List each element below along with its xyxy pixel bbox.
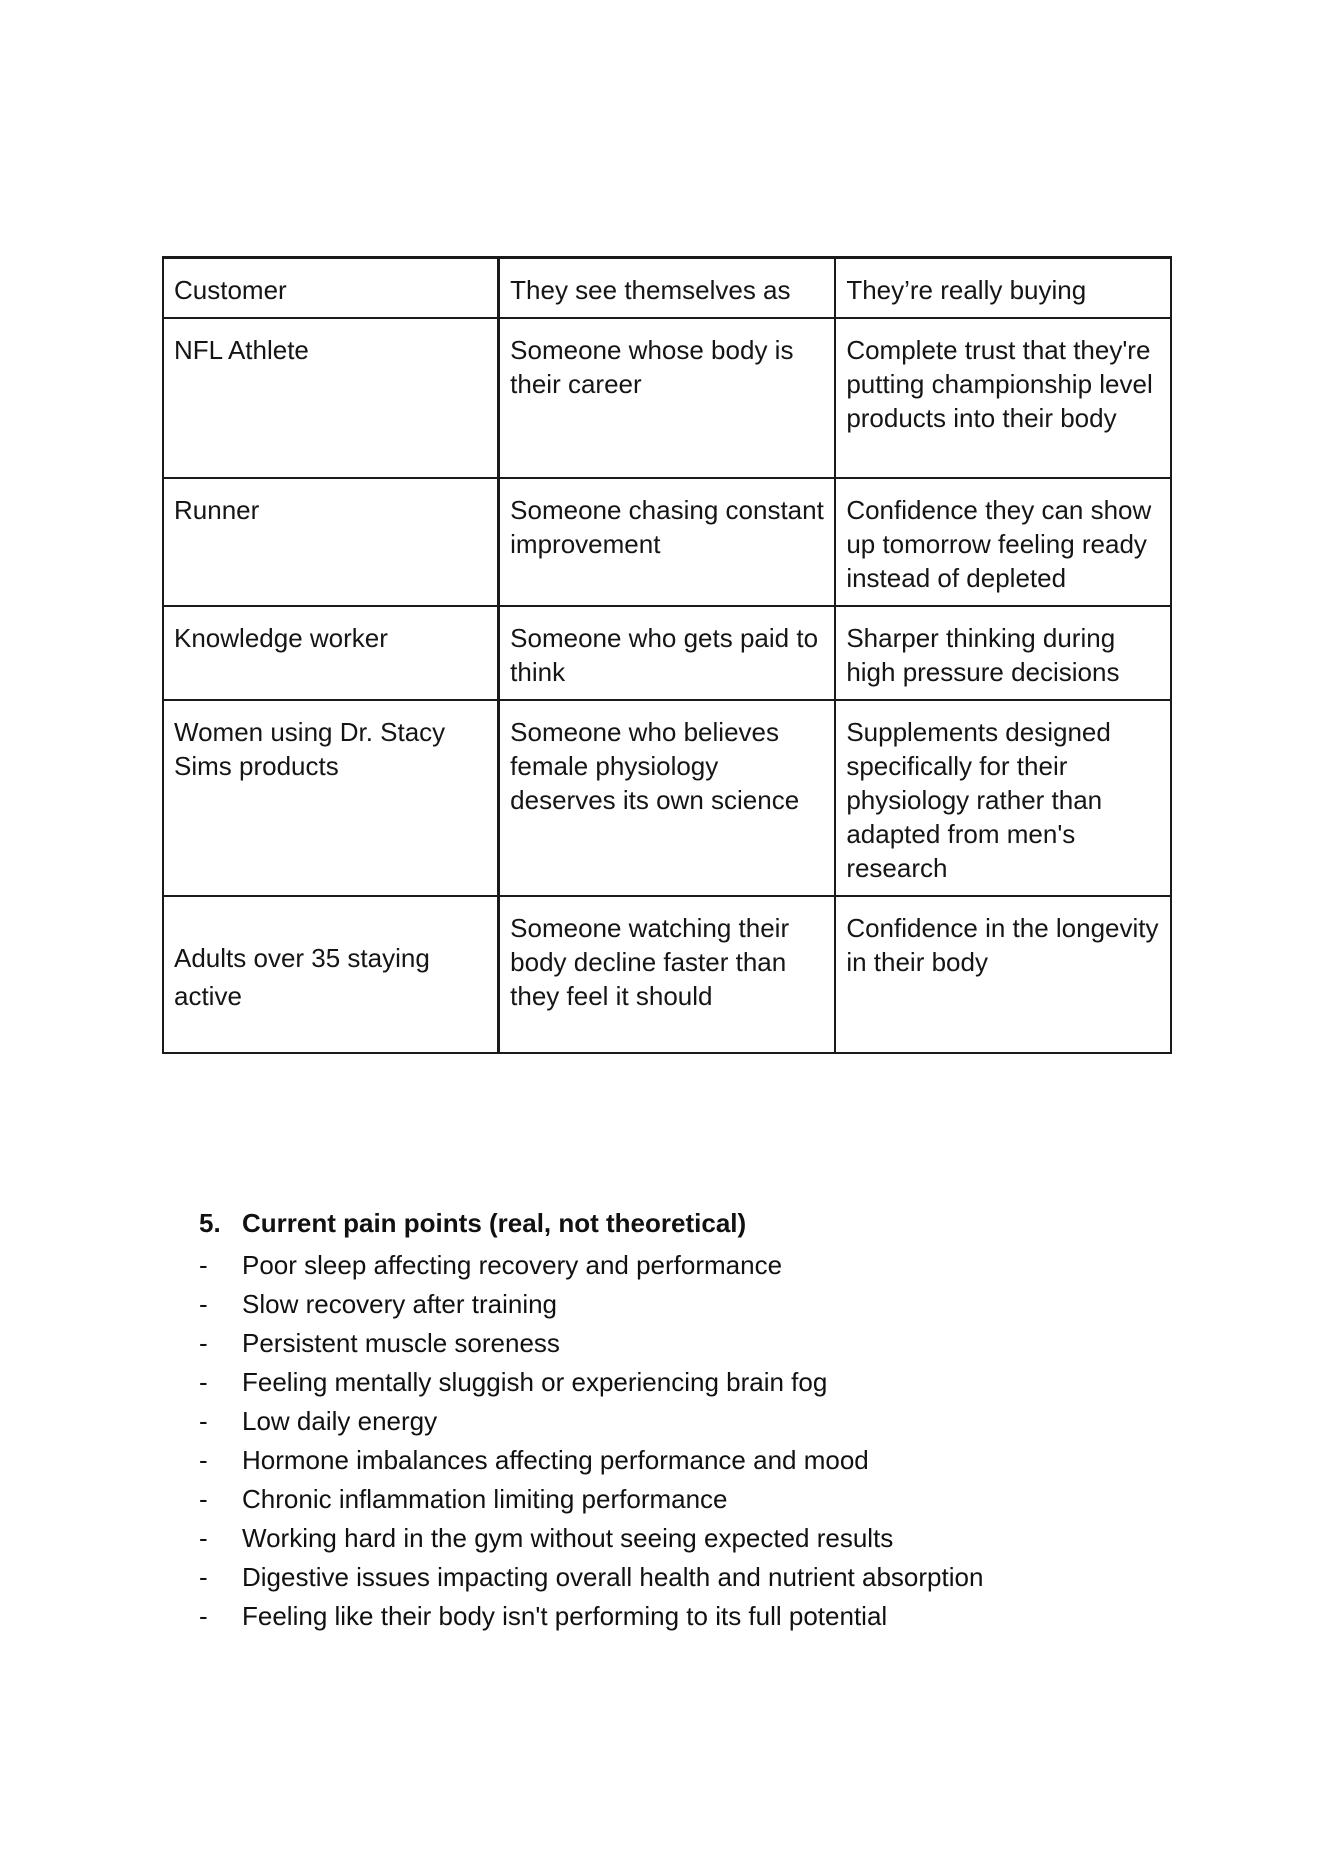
table-cell: Runner (163, 478, 499, 606)
table-cell: Confidence they can show up tomorrow feeling ready instead of depleted (835, 478, 1171, 606)
list-item-text: Digestive issues impacting overall health and nutrient absorption (242, 1562, 984, 1592)
pain-points-section (199, 1208, 1199, 1636)
table-row (163, 478, 1171, 606)
table-row (163, 700, 1171, 896)
section-title: Current pain points (real, not theoretical) (242, 1208, 747, 1238)
table-cell: Someone chasing constant improvement (499, 478, 836, 606)
list-item (199, 1402, 1199, 1441)
table-row (163, 318, 1171, 478)
list-item-text: Poor sleep affecting recovery and performance (242, 1250, 783, 1280)
list-item-text: Slow recovery after training (242, 1289, 558, 1319)
header-self-image: They see themselves as (499, 258, 836, 319)
pain-points-heading (199, 1208, 1199, 1246)
table-cell: Someone who gets paid to think (499, 606, 836, 700)
list-item-text: Working hard in the gym without seeing expected results (242, 1523, 894, 1553)
list-item-text: Feeling like their body isn't performing to its full potential (242, 1601, 888, 1631)
pain-points-list (199, 1246, 1199, 1636)
table-cell: Women using Dr. Stacy Sims products (163, 700, 499, 896)
header-really-buying: They’re really buying (835, 258, 1171, 319)
customer-persona-table (162, 256, 1172, 1054)
table-cell: Sharper thinking during high pressure decisions (835, 606, 1171, 700)
header-customer: Customer (163, 258, 499, 319)
bullet-dash: - (199, 1289, 208, 1319)
table-cell: Knowledge worker (163, 606, 499, 700)
table-row (163, 606, 1171, 700)
list-item (199, 1558, 1199, 1597)
bullet-dash: - (199, 1367, 208, 1397)
list-item-text: Hormone imbalances affecting performance and mood (242, 1445, 869, 1475)
list-item-text: Persistent muscle soreness (242, 1328, 560, 1358)
table-cell: Complete trust that they're putting championship level products into their body (835, 318, 1171, 478)
table-cell: Someone watching their body decline faster than they feel it should (499, 896, 836, 1053)
bullet-dash: - (199, 1562, 208, 1592)
list-item (199, 1363, 1199, 1402)
list-item (199, 1441, 1199, 1480)
bullet-dash: - (199, 1328, 208, 1358)
list-item (199, 1519, 1199, 1558)
list-item (199, 1597, 1199, 1636)
table-cell: Confidence in the longevity in their body (835, 896, 1171, 1053)
bullet-dash: - (199, 1484, 208, 1514)
table-cell: Someone whose body is their career (499, 318, 836, 478)
table-cell: Supplements designed specifically for their physiology rather than adapted from men's research (835, 700, 1171, 896)
table-row (163, 896, 1171, 1053)
bullet-dash: - (199, 1523, 208, 1553)
list-item-text: Feeling mentally sluggish or experiencing brain fog (242, 1367, 828, 1397)
bullet-dash: - (199, 1445, 208, 1475)
list-item-text: Low daily energy (242, 1406, 438, 1436)
bullet-dash: - (199, 1406, 208, 1436)
bullet-dash: - (199, 1601, 208, 1631)
list-item (199, 1285, 1199, 1324)
list-item-text: Chronic inflammation limiting performance (242, 1484, 728, 1514)
table-cell: NFL Athlete (163, 318, 499, 478)
table-cell: Someone who believes female physiology deserves its own science (499, 700, 836, 896)
list-item (199, 1480, 1199, 1519)
table-cell: Adults over 35 staying active (163, 896, 499, 1053)
bullet-dash: - (199, 1250, 208, 1280)
list-item (199, 1246, 1199, 1285)
section-number: 5. (199, 1208, 221, 1238)
table-header-row (163, 258, 1171, 319)
list-item (199, 1324, 1199, 1363)
